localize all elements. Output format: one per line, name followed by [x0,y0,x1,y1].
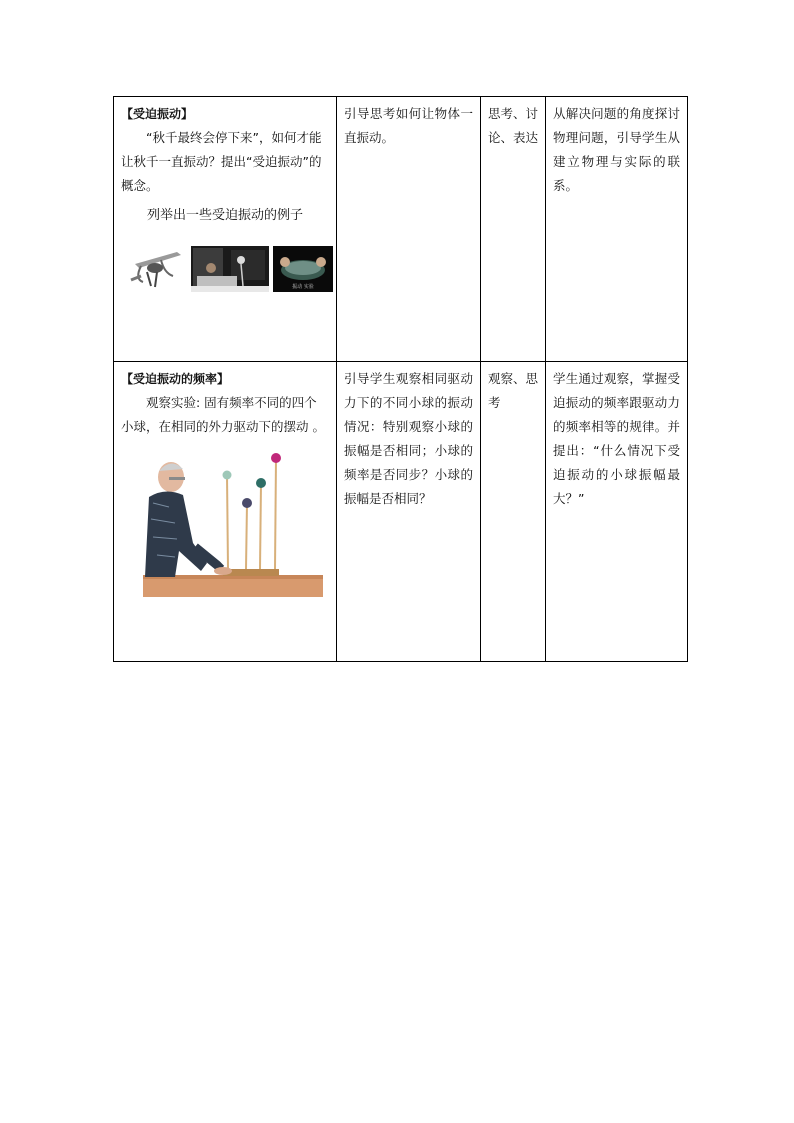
lab-photo-image [191,246,269,292]
pendulum-experiment-photo [135,447,325,597]
design-intent-cell: 学生通过观察，掌握受迫振动的频率跟驱动力的频率相等的规律。并提出：“什么情况下受迫振动的小球振幅最大？” [546,362,688,662]
table-row [114,97,688,362]
examples-paragraph: 列举出一些受迫振动的例子 [147,208,304,223]
experiment-image [121,447,329,597]
photo-caption: 振动 实验 [292,284,314,290]
table-row [114,362,688,662]
content-cell [114,362,337,662]
student-activity-cell: 观察、思考 [481,362,546,662]
design-intent-cell: 从解决问题的角度探讨物理问题，引导学生从建立物理与实际的联系。 [546,97,688,362]
teacher-activity-cell: 引导思考如何让物体一直振动。 [337,97,481,362]
section-heading: 【受迫振动】 [121,107,194,121]
example-images [121,246,329,294]
section-paragraph: 观察实验: 固有频率不同的四个小球，在相同的外力驱动下的摆动 。 [121,395,325,434]
swing-image [127,246,187,290]
section-heading: 【受迫振动的频率】 [121,372,230,386]
section-paragraph: “秋千最终会停下来”，如何才能让秋千一直振动？提出“受迫振动”的概念。 [121,130,322,193]
content-cell [114,97,337,362]
basin-photo-image [273,246,333,292]
lesson-plan-table [113,96,688,662]
teacher-activity-cell: 引导学生观察相同驱动力下的不同小球的振动情况：特别观察小球的振幅是否相同；小球的频率是否同步？小球的振幅是否相同？ [337,362,481,662]
student-activity-cell: 思考、讨论、表达 [481,97,546,362]
